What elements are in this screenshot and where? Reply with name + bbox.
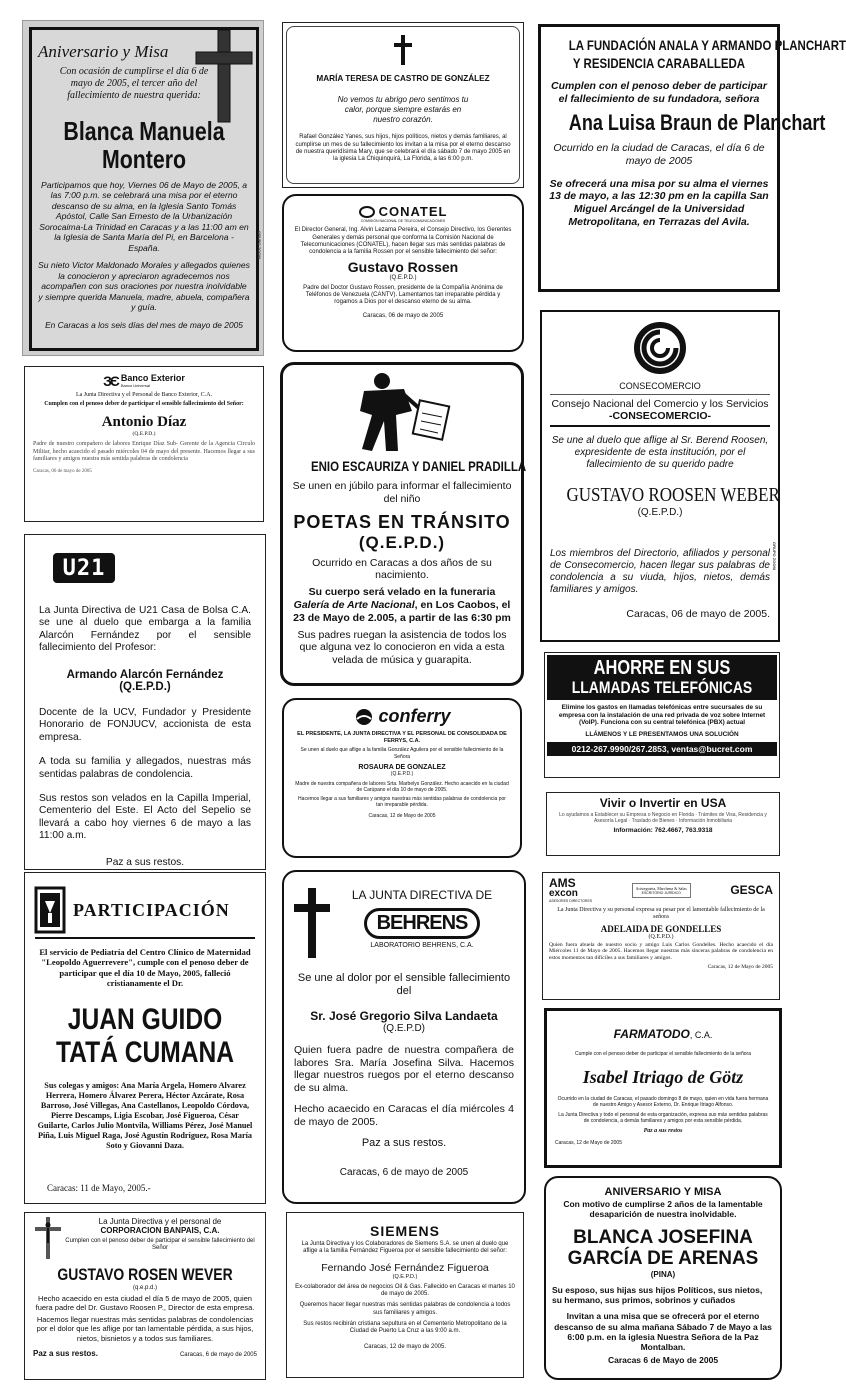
obituary-siemens xyxy=(286,1212,524,1378)
ad-body-2: Hecho acaecido en Caracas el día miércoles 4 de mayo de 2005. xyxy=(294,1103,514,1128)
ad-headline: Vivir o Invertir en USA xyxy=(599,796,727,810)
logo-text: U21 xyxy=(62,555,106,581)
ad-vivir-invertir-usa xyxy=(546,792,780,856)
ad-header: LA JUNTA DIRECTIVA DE xyxy=(351,888,493,902)
crucifix-icon xyxy=(33,1217,63,1259)
ad-intro-2: Cumplen con el penoso deber de participar el sensible fallecimiento del Señor: xyxy=(44,401,244,407)
qepd: (Q.E.P.D.) xyxy=(637,506,683,518)
banco-exterior-logo xyxy=(33,373,255,389)
obituary-u21 xyxy=(24,534,266,870)
logo-text: Aristeguieta, Marchena & Salas xyxy=(635,885,687,891)
obituary-banpais xyxy=(24,1212,266,1380)
ad-intro: La Junta Directiva y su personal expresa su pesar por el lamentable fallecimiento de la señora xyxy=(557,907,765,921)
ad-footer: Caracas, 06 de mayo de 2005 xyxy=(33,469,92,475)
ad-place: Ocurrido en la ciudad de Caracas, el día 6 de mayo de 2005 xyxy=(553,141,765,167)
ad-footer: Caracas, 6 de mayo de 2005 xyxy=(179,1351,257,1358)
logo-text: FARMATODO xyxy=(613,1027,690,1041)
logo-text: BEHRENS xyxy=(376,912,468,934)
conatel-logo xyxy=(294,204,512,219)
logo-suffix: , C.A. xyxy=(689,1030,713,1040)
ad-header-row xyxy=(294,888,514,958)
qepd: (q.e.p.d.) xyxy=(132,1285,157,1291)
ad-header: LA FUNDACIÓN ANALA Y ARMANDO PLANCHART xyxy=(568,37,846,53)
inner-frame xyxy=(286,26,520,184)
ad-header-row xyxy=(33,1217,257,1259)
ad-closing: Paz a sus restos. xyxy=(33,1348,98,1358)
contact-banner xyxy=(547,742,777,756)
ad-verse: No vemos tu abrigo pero sentimos tu calor, porque siempre estarás en nuestro corazón. xyxy=(337,95,469,124)
farmatodo-logo xyxy=(555,1025,771,1043)
vigil-text-a: Su cuerpo será velado en la funeraria xyxy=(308,586,496,599)
ad-intro: La Junta Directiva de U21 Casa de Bolsa C.A. se une al duelo que embarga a la familia Alarcón Fernández por el sensible fallecimiento del Profesor: xyxy=(39,605,251,654)
obituary-banco-exterior xyxy=(24,366,264,522)
vigil-venue: Galería de Arte Nacional xyxy=(293,598,415,611)
ad-body: Madre de nuestra compañera de labores Srta. Marbelys González. Hecho acaecido en la ciudad de Carúpano el día 10 de mayo de 2005. xyxy=(295,780,509,793)
ad-intro: La Junta Directiva y los Colaboradores de Siemens S.A. se unen al duelo que aflige a la familia Fernández Figueroa por el sensible fallecimiento del señor: xyxy=(301,1241,509,1255)
deceased-name-2: TATÁ CUMANA xyxy=(55,1035,235,1069)
divider xyxy=(35,937,255,939)
agency-stamp: GRUPO ZOOM xyxy=(257,231,262,259)
deceased-name-2: Montero xyxy=(101,144,187,175)
obituary-blanca-josefina-garcia xyxy=(544,1176,782,1380)
ad-footer: Caracas, 12 de Mayo de 2005 xyxy=(368,812,436,819)
qepd: (Q.E.P.D.) xyxy=(358,532,446,552)
ad-intro: Se une al duelo que aflige al Sr. Berend Roosen, expresidente de esta institución, por el fallecimiento de su querido padre xyxy=(551,435,769,471)
obituary-conatel xyxy=(282,194,524,352)
ad-body: El Director General, Ing. Alvin Lezama Pereira, el Consejo Directivo, los Gerentes Generales y demás personal que conforma la Comisión Nacional de Telecomunicaciones (CONATEL), hacen llegar sus más sentidas palabras de condolencia a la familia Rossen por el sensible fallecimiento del señor: xyxy=(294,227,512,256)
conatel-swirl-icon xyxy=(359,206,375,218)
deceased-name: Antonio Díaz xyxy=(101,414,187,431)
ad-footer: En Caracas a los seis días del mes de mayo de 2005 xyxy=(45,319,243,330)
ad-footer: Caracas 6 de Mayo de 2005 xyxy=(607,1354,719,1365)
ad-intro: Con ocasión de cumplirse el día 6 de mayo de 2005, el tercer año del fallecimiento de nuestra querida: xyxy=(59,66,209,102)
logo-text: AMS xyxy=(549,876,576,890)
obituary-adelaida-de-gondelles xyxy=(542,872,780,1000)
ad-intro: Se une al dolor por el sensible fallecimiento del xyxy=(297,972,511,998)
ad-title: PARTICIPACIÓN xyxy=(73,899,230,920)
ferry-wave-icon xyxy=(353,708,375,726)
obituary-poetas-en-transito xyxy=(280,362,527,686)
logo-subtitle: LABORATORIO BEHRENS, C.A. xyxy=(370,942,474,949)
ad-header-2: Y RESIDENCIA CARABALLEDA xyxy=(572,54,746,71)
ad-footer: Caracas, 06 de mayo de 2005. xyxy=(626,608,770,621)
org-short: -CONSECOMERCIO- xyxy=(608,410,712,422)
ad-body: Ocurrido en la ciudad de Caracas, el pasado domingo 8 de mayo, quien en vida fuera hermana de nuestro Amigo y Asesor Externo, Dr. Enrique Itriago Alfonso. xyxy=(557,1096,769,1109)
sender-names: ENIO ESCAURIZA Y DANIEL PRADILLA xyxy=(310,458,527,474)
deceased-name: Fernando José Fernández Figueroa xyxy=(321,1261,489,1274)
qepd: (Q.E.P.D.) xyxy=(389,274,417,281)
siemens-logo: SIEMENS xyxy=(369,1223,440,1239)
ad-body: Rafael González Yanes, sus hijos, hijos políticos, nietos y demás familiares, al cumplirse un mes de su fallecimiento los invitan a la misa por el eterno descanso de nuestra queridísima Mary, que se celebrará el día sábado 7 de mayo 2005 en la iglesia La Chiquinquirá, La Florida, a las 6:00 p.m. xyxy=(295,134,511,163)
behrens-logo xyxy=(364,908,481,939)
ad-headline: AHORRE EN SUS xyxy=(593,657,731,679)
sponsor-logos xyxy=(549,877,773,903)
ad-body: Quien fuera padre de nuestra compañera de labores Sra. María Josefina Silva. Hacemos llegar nuestros ruegos por el eterno descanso de su alma. xyxy=(294,1043,514,1095)
cross-icon xyxy=(196,30,252,122)
ad-closing: Paz a sus restos. xyxy=(361,1136,447,1149)
deceased-name: POETAS EN TRÁNSITO xyxy=(293,511,511,532)
ad-headline-2: LLAMADAS TELEFÓNICAS xyxy=(571,678,753,697)
ad-footer: Caracas, 12 de Mayo de 2005 xyxy=(555,1140,622,1147)
ad-footer: Caracas, 12 de Mayo de 2005 xyxy=(707,964,773,971)
ad-place: Ocurrido en Caracas a dos años de su nacimiento. xyxy=(312,556,492,582)
vigil-text-c: , en Los Caobos, el 23 de Mayo de 2.005, a partir de las 6:30 pm xyxy=(293,598,511,624)
ad-closing: Sus padres ruegan la asistencia de todos los que alguna vez lo conocieron en vida a esta velada de música y guarapita. xyxy=(297,628,507,667)
ad-mass: Se ofrecerá una misa por su alma el viernes 13 de mayo, a las 12:30 pm en la capilla San Miguel Arcángel de la Universidad Metropolitana, en Terrazas del Avila. xyxy=(549,177,769,228)
ad-title: Aniversario y Misa xyxy=(38,42,169,61)
deceased-name-2: GARCÍA DE ARENAS xyxy=(567,1247,759,1269)
conferry-logo xyxy=(294,706,510,727)
ad-body-3: Sus restos son velados en la Capilla Imperial, Cementerio del Este. El Acto del Sepelio se llevará a cabo hoy viernes 6 de mayo a las 11:00 a.m. xyxy=(39,792,251,842)
deceased-name: BLANCA JOSEFINA xyxy=(573,1226,753,1248)
ad-footer: Caracas, 12 de mayo de 2005. xyxy=(363,1343,447,1350)
ad-body: Elimine los gastos en llamadas telefónicas entre sucursales de su empresa con la instalación de una red privada de voz sobre Internet (VoIP). Funciona con su central telefónica (PBX) actual xyxy=(558,703,766,727)
ad-ahorre-llamadas xyxy=(544,652,780,778)
ad-vigil xyxy=(291,586,513,624)
agency-stamp: GRUPO ZOOM xyxy=(772,542,777,570)
ad-title: ANIVERSARIO Y MISA xyxy=(604,1186,722,1198)
qepd: (Q.E.P.D) xyxy=(382,1022,426,1034)
ad-footer: Caracas: 11 de Mayo, 2005.- xyxy=(47,1182,151,1193)
obituary-behrens xyxy=(282,870,526,1204)
ad-intro: Se unen en júbilo para informar el fallecimiento del niño xyxy=(292,480,512,505)
ad-footer: Caracas, 06 de mayo de 2005 xyxy=(362,312,444,319)
ad-body: Hecho acaecido en esta ciudad el día 5 de mayo de 2005, quien fuera padre del Dr. Gustavo Roosen P., Director de esta empresa. xyxy=(35,1294,255,1313)
deceased-name: Gustavo Rossen xyxy=(347,258,459,275)
ams-excon-logo xyxy=(549,877,592,903)
ad-footer-row xyxy=(33,1349,257,1358)
obituary-conferry xyxy=(282,698,522,858)
ad-body-2: A toda su familia y allegados, nuestras más sentidas palabras de condolencia. xyxy=(39,756,251,780)
qepd: (Q.E.P.D.) xyxy=(648,933,674,940)
ad-body-2: Hacemos llegar a sus familiares y amigos nuestras más sentidas palabras de condolencia por tan irreparable pérdida. xyxy=(298,795,506,808)
deceased-name: Ana Luisa Braun de Planchart xyxy=(568,109,826,135)
ad-body: Lo ayudamos a Establecer su Empresa o Negocio en Florida · Trámites de Visa, Residencia y Asesoría Legal · Traslado de Bienes · Información Inmobiliaria xyxy=(559,812,767,825)
deceased-name: Blanca Manuela xyxy=(63,115,225,146)
ad-headline-banner xyxy=(547,655,777,700)
bank-mark-icon: ЗЄ xyxy=(103,373,118,389)
ad-cta: LLÁMENOS Y LE PRESENTAMOS UNA SOLUCIÓN xyxy=(585,731,739,739)
ams-law-firm-logo xyxy=(632,883,691,898)
ad-intro: Cumplen con el penoso deber de participar el fallecimiento de su fundadora, señora xyxy=(551,80,767,105)
ad-intro: El servicio de Pediatría del Centro Clínico de Maternidad "Leopoldo Aguerrevere", cumple con el penoso deber de participar que el día 10 de Mayo, 2005, falleció cristianamente el Dr. xyxy=(39,947,251,989)
qepd: (Q.E.P.D.) xyxy=(119,680,171,693)
ad-intro-2: Cumplen con el penoso deber de participar el sensible fallecimiento del Señor xyxy=(65,1238,255,1252)
deceased-name: JUAN GUIDO xyxy=(67,1002,223,1036)
ad-body-2: Invitan a una misa que se ofrecerá por el eterno descanso de su alma mañana Sábado 7 de Mayo a las 6:00 p.m. en la iglesia Nuestra Señora de la Paz Montalban. xyxy=(554,1311,772,1353)
logo-text: CONATEL xyxy=(378,204,448,219)
obituary-maria-teresa xyxy=(282,22,524,188)
ad-footer: Caracas, 6 de mayo de 2005 xyxy=(339,1166,469,1178)
ad-closing: Paz a sus restos xyxy=(643,1128,683,1135)
logo-subtitle: COMISIÓN NACIONAL DE TELECOMUNICACIONES xyxy=(360,219,446,223)
consecomercio-logo-icon xyxy=(634,322,686,374)
ad-body: Participamos que hoy, Viernes 06 de Mayo de 2005, a las 7:00 p.m. se celebrará una misa por el eterno descanso de su alma, en la Iglesia Santo Tomás Apóstol, Calle San Ernesto de la Urbanización Sorocaima-La Trinidad en Caracas y a las 11:00 am en la Iglesia de Santa María del Pi, en Barcelona - España. xyxy=(39,179,249,253)
ad-intro: Con motivo de cumplirse 2 años de la lamentable desaparición de nuestra inolvidable. xyxy=(563,1199,763,1220)
obituary-juan-guido-tata-cumana xyxy=(24,872,266,1204)
logo-text: CONSECOMERCIO xyxy=(619,381,701,391)
qepd: (Q.E.P.D.) xyxy=(390,770,414,777)
org-name: CORPORACION BANPAIS, C.A. xyxy=(100,1226,220,1235)
ad-contact: 0212-267.9990/267.2853, ventas@bucret.com xyxy=(571,744,753,755)
obituary-ana-luisa-braun xyxy=(538,24,846,292)
logo-text: Banco Exterior xyxy=(120,373,185,383)
ad-intro: Cumple con el penoso deber de participar el sensible fallecimiento de la señora xyxy=(575,1051,751,1057)
divider xyxy=(550,394,770,395)
deceased-name: Isabel Itriago de Götz xyxy=(582,1067,744,1088)
deceased-name: ROSAURA DE GONZALEZ xyxy=(358,763,446,771)
ad-intro-2: Se unen al duelo que aflige a la familia González Aguilera por el sensible fallecimiento de la Señora xyxy=(300,747,504,760)
deceased-name: Sr. José Gregorio Silva Landaeta xyxy=(310,1008,498,1023)
deceased-name: MARÍA TERESA DE CASTRO DE GONZÁLEZ xyxy=(316,74,490,83)
logo-text-2: excon xyxy=(549,888,578,899)
ad-body: Sus colegas y amigos: Ana María Argela, Homero Alvarez Herrera, Homero Álvarez Perera, Héctor Azcárate, Rosa Barroso, José Villegas, Ana Castellanos, Leopoldo Córdova, Pierre Descamps, Ligia Escobar, José Figueroa, César Guilarte, Carlos Julio Montvila, Williams Pérez, José Manuel Piña, Luis Miguel Raga, José Agustín Rodríguez, Rosa María Soto y Giovanni Daza. xyxy=(37,1080,253,1150)
logo-subtitle: ESCRITORIO JURÍDICO xyxy=(641,890,681,895)
ad-body: Padre de nuestro compañero de labores Enrique Díaz Sub- Gerente de la Agencia Circulo Militar, hecho acaecido el pasado miércoles 04 de mayo del presente. Hacemos llegar a sus familiares y amigos nuestra más sentida palabras de condolencia xyxy=(33,441,255,462)
ad-frame xyxy=(29,27,259,351)
cross-icon xyxy=(294,888,330,958)
gesca-logo: GESCA xyxy=(730,883,773,897)
deceased-name: GUSTAVO ROSEN WEVER xyxy=(57,1265,233,1284)
ad-body-2: La Junta Directiva y todo el personal de esta organización, expresa sus más sentidas palabras de condolencia, a demás familiares y amigos por esta sensible pérdida. xyxy=(558,1112,768,1125)
ad-contact: Información: 762.4667, 763.9318 xyxy=(613,827,713,835)
deceased-name: GUSTAVO ROOSEN WEBER xyxy=(566,483,780,506)
ad-intro: EL PRESIDENTE, LA JUNTA DIRECTIVA Y EL PERSONAL DE CONSOLIDADA DE FERRYS, C.A. xyxy=(297,731,507,744)
ad-body: Los miembros del Directorio, afiliados y personal de Consecomercio, hacen llegar sus palabras de condolencia a su viuda, hijos, nietos, demás familiares y amigos. xyxy=(550,547,770,596)
ad-body: Quien fuera abuela de nuestro socio y amigo Luis Carlos Gondelles. Hecho acaecido el día Miércoles 11 de Mayo de 2005. Hacemos llegar nuestras más sinceras palabras de condolencia en estos momentos tan difíciles a sus familiares y amigos. xyxy=(549,941,773,962)
ad-body-2: Su nieto Victor Maldonado Morales y allegados quienes la conocieron y apreciaron agradecemos nos acompañen con sus oraciones por nuestra inolvidable y siempre querida Manuela, madre, abuela, compañera y guía. xyxy=(38,260,250,313)
ad-body: Docente de la UCV, Fundador y Presidente Honorario de FONJUCV, accionista de esta empresa. xyxy=(39,706,251,743)
divider xyxy=(550,425,770,427)
obituary-isabel-itriago xyxy=(544,1008,782,1168)
ad-nickname: (PINA) xyxy=(650,1269,676,1279)
deceased-name: Armando Alarcón Fernández xyxy=(66,668,224,681)
ad-body: Su esposo, sus hijas sus hijos Políticos, sus nietos, su hermano, sus primos, sobrinos y cuñados xyxy=(552,1284,763,1305)
ad-header xyxy=(35,887,255,933)
logo-subtitle: Banco Universal xyxy=(120,383,150,388)
u21-logo xyxy=(53,553,115,583)
obituary-blanca-manuela-montero xyxy=(22,20,264,356)
deceased-name: ADELAIDA DE GONDELLES xyxy=(600,923,722,934)
ad-body-2: Padre del Doctor Gustavo Rossen, presidente de la Compañía Anónima de Teléfonos de Venezuela (CANTV). Lamentamos tan irreparable pérdida y rogamos a Dios por el descanso eterno de su alma. xyxy=(303,284,503,306)
qepd: (Q.E.P.D.) xyxy=(132,431,156,438)
ad-intro: La Junta Directiva y el Personal de Banco Exterior, C.A. xyxy=(75,392,213,398)
qepd: (Q.E.P.D.) xyxy=(392,1273,418,1280)
ad-body-3: Sus restos recibirán cristiana sepultura en el Cementerio Metropolitano de la Ciudad de Puerto La Cruz a las 9:00 a.m. xyxy=(303,1320,507,1335)
obituary-consecomercio xyxy=(540,310,780,642)
org-name: Consejo Nacional del Comercio y los Servicios xyxy=(551,398,769,410)
ad-body-2: Queremos hacer llegar nuestras más sentidas palabras de condolencia a todos sus familiares y amigos. xyxy=(299,1302,511,1316)
logo-text: conferry xyxy=(378,706,451,726)
logo-subtitle: ASESORES DIRECTORES xyxy=(549,899,593,903)
ad-intro: La Junta Directiva y el personal de xyxy=(98,1217,222,1226)
clinic-logo-icon xyxy=(35,887,65,933)
ad-closing: Paz a sus restos. xyxy=(105,856,185,868)
figure-carrying-sign-icon xyxy=(342,371,462,451)
ad-body-2: Hacemos llegar nuestras más sentidas palabras de condolencias por el dolor que les aflige por tan lamentable pérdida, a sus hijos, nietos, bisnietos y a todos sus familiares. xyxy=(36,1315,254,1343)
ad-body: Ex-colaborador del área de negocios Oil & Gas. Fallecido en Caracas el martes 10 de mayo de 2005. xyxy=(295,1283,515,1297)
